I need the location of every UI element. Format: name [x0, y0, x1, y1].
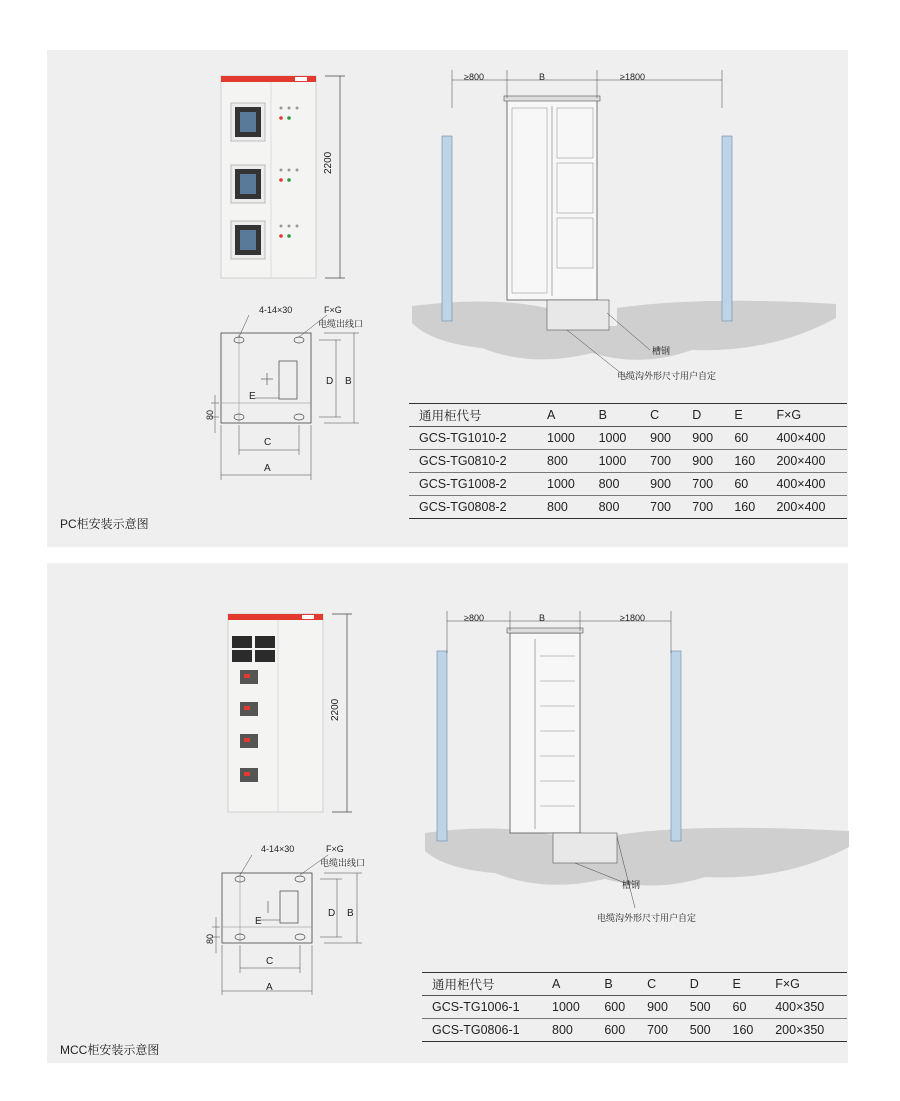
cell-d: 900	[682, 450, 724, 473]
cell-b: 600	[594, 1019, 637, 1042]
mcc-height-label: 2200	[330, 698, 341, 721]
cell-e: 160	[724, 450, 766, 473]
mcc-plan-80-label: 80	[205, 933, 215, 944]
pc-plan-fg-label: F×G	[324, 305, 342, 315]
table-row	[422, 996, 847, 1019]
cell-d: 500	[680, 996, 723, 1019]
pc-plan-c-label: C	[264, 437, 272, 448]
pc-side-left-label: ≥800	[464, 72, 484, 82]
cell-b: 600	[594, 996, 637, 1019]
pc-col-a: A	[537, 404, 589, 427]
pc-caption: PC柜安装示意图	[60, 517, 149, 531]
mcc-plan-c-label: C	[266, 956, 274, 967]
cell-a: 1000	[537, 427, 589, 450]
mcc-plan-d-label: D	[328, 908, 336, 919]
cell-code: GCS-TG1006-1	[422, 996, 542, 1019]
pc-table-header-row	[409, 404, 847, 427]
pc-plan-view-drawing	[209, 305, 369, 490]
pc-plan-e-label: E	[249, 391, 256, 402]
mcc-col-d: D	[680, 973, 723, 996]
pc-side-view-drawing	[412, 68, 842, 388]
mcc-col-b: B	[594, 973, 637, 996]
cell-b: 1000	[589, 427, 641, 450]
cell-fg: 400×350	[765, 996, 847, 1019]
cell-d: 500	[680, 1019, 723, 1042]
cell-a: 800	[537, 496, 589, 519]
pc-col-c: C	[640, 404, 682, 427]
cell-a: 800	[537, 450, 589, 473]
table-row	[409, 450, 847, 473]
pc-plan-80-label: 80	[205, 409, 215, 420]
mcc-plan-a-label: A	[266, 982, 273, 993]
mcc-side-trench-label: 电缆沟外形尺寸用户自定	[597, 913, 697, 923]
mcc-side-b-label: B	[539, 613, 546, 623]
mcc-col-code: 通用柜代号	[422, 973, 542, 996]
cell-e: 60	[723, 996, 766, 1019]
cell-c: 700	[637, 1019, 680, 1042]
table-row	[409, 496, 847, 519]
cell-d: 700	[682, 473, 724, 496]
pc-col-e: E	[724, 404, 766, 427]
cell-code: GCS-TG0810-2	[409, 450, 537, 473]
cell-b: 1000	[589, 450, 641, 473]
table-row	[409, 473, 847, 496]
cell-d: 700	[682, 496, 724, 519]
cell-c: 900	[640, 427, 682, 450]
cell-code: GCS-TG1008-2	[409, 473, 537, 496]
cell-code: GCS-TG0806-1	[422, 1019, 542, 1042]
cell-fg: 200×400	[766, 496, 847, 519]
pc-height-label: 2200	[323, 151, 334, 174]
pc-side-b-label: B	[539, 72, 546, 82]
pc-plan-a-label: A	[264, 463, 271, 474]
mcc-side-right-label: ≥1800	[620, 613, 645, 623]
cell-b: 800	[589, 473, 641, 496]
cell-fg: 200×350	[765, 1019, 847, 1042]
cell-fg: 400×400	[766, 473, 847, 496]
mcc-col-fg: F×G	[765, 973, 847, 996]
cell-e: 160	[723, 1019, 766, 1042]
mcc-col-c: C	[637, 973, 680, 996]
cell-code: GCS-TG0808-2	[409, 496, 537, 519]
cell-b: 800	[589, 496, 641, 519]
table-row	[409, 427, 847, 450]
mcc-plan-b-label: B	[347, 908, 354, 919]
pc-side-right-label: ≥1800	[620, 72, 645, 82]
pc-col-fg: F×G	[766, 404, 847, 427]
cell-fg: 200×400	[766, 450, 847, 473]
cell-a: 1000	[537, 473, 589, 496]
mcc-plan-view-drawing	[212, 845, 372, 1005]
pc-col-b: B	[589, 404, 641, 427]
mcc-plan-holes-label: 4-14×30	[261, 844, 295, 854]
cell-e: 160	[724, 496, 766, 519]
pc-spec-table	[409, 403, 847, 519]
pc-cabinet-front-image	[215, 70, 355, 285]
mcc-cabinet-front-image	[222, 608, 362, 823]
mcc-plan-e-label: E	[255, 916, 262, 927]
pc-side-channel-label: 槽钢	[652, 346, 671, 356]
cell-a: 800	[542, 1019, 594, 1042]
cell-c: 900	[640, 473, 682, 496]
cell-e: 60	[724, 427, 766, 450]
mcc-plan-outlet-label: 电缆出线口	[320, 858, 366, 868]
pc-plan-b-label: B	[345, 376, 352, 387]
cell-fg: 400×400	[766, 427, 847, 450]
mcc-plan-fg-label: F×G	[326, 844, 344, 854]
cell-d: 900	[682, 427, 724, 450]
pc-col-d: D	[682, 404, 724, 427]
cell-c: 900	[637, 996, 680, 1019]
mcc-side-left-label: ≥800	[464, 613, 484, 623]
cell-c: 700	[640, 450, 682, 473]
mcc-panel	[47, 563, 848, 1063]
mcc-col-e: E	[723, 973, 766, 996]
mcc-col-a: A	[542, 973, 594, 996]
pc-side-trench-label: 电缆沟外形尺寸用户自定	[617, 371, 717, 381]
cell-code: GCS-TG1010-2	[409, 427, 537, 450]
cell-e: 60	[724, 473, 766, 496]
cell-c: 700	[640, 496, 682, 519]
mcc-side-view-drawing	[425, 611, 855, 911]
pc-panel	[47, 50, 848, 547]
mcc-spec-table	[422, 972, 847, 1042]
mcc-caption: MCC柜安装示意图	[60, 1043, 160, 1057]
mcc-table-header-row	[422, 973, 847, 996]
pc-plan-holes-label: 4-14×30	[259, 305, 293, 315]
pc-plan-outlet-label: 电缆出线口	[318, 319, 364, 329]
cell-a: 1000	[542, 996, 594, 1019]
pc-col-code: 通用柜代号	[409, 404, 537, 427]
pc-plan-d-label: D	[326, 376, 334, 387]
mcc-side-channel-label: 槽钢	[622, 880, 641, 890]
table-row	[422, 1019, 847, 1042]
